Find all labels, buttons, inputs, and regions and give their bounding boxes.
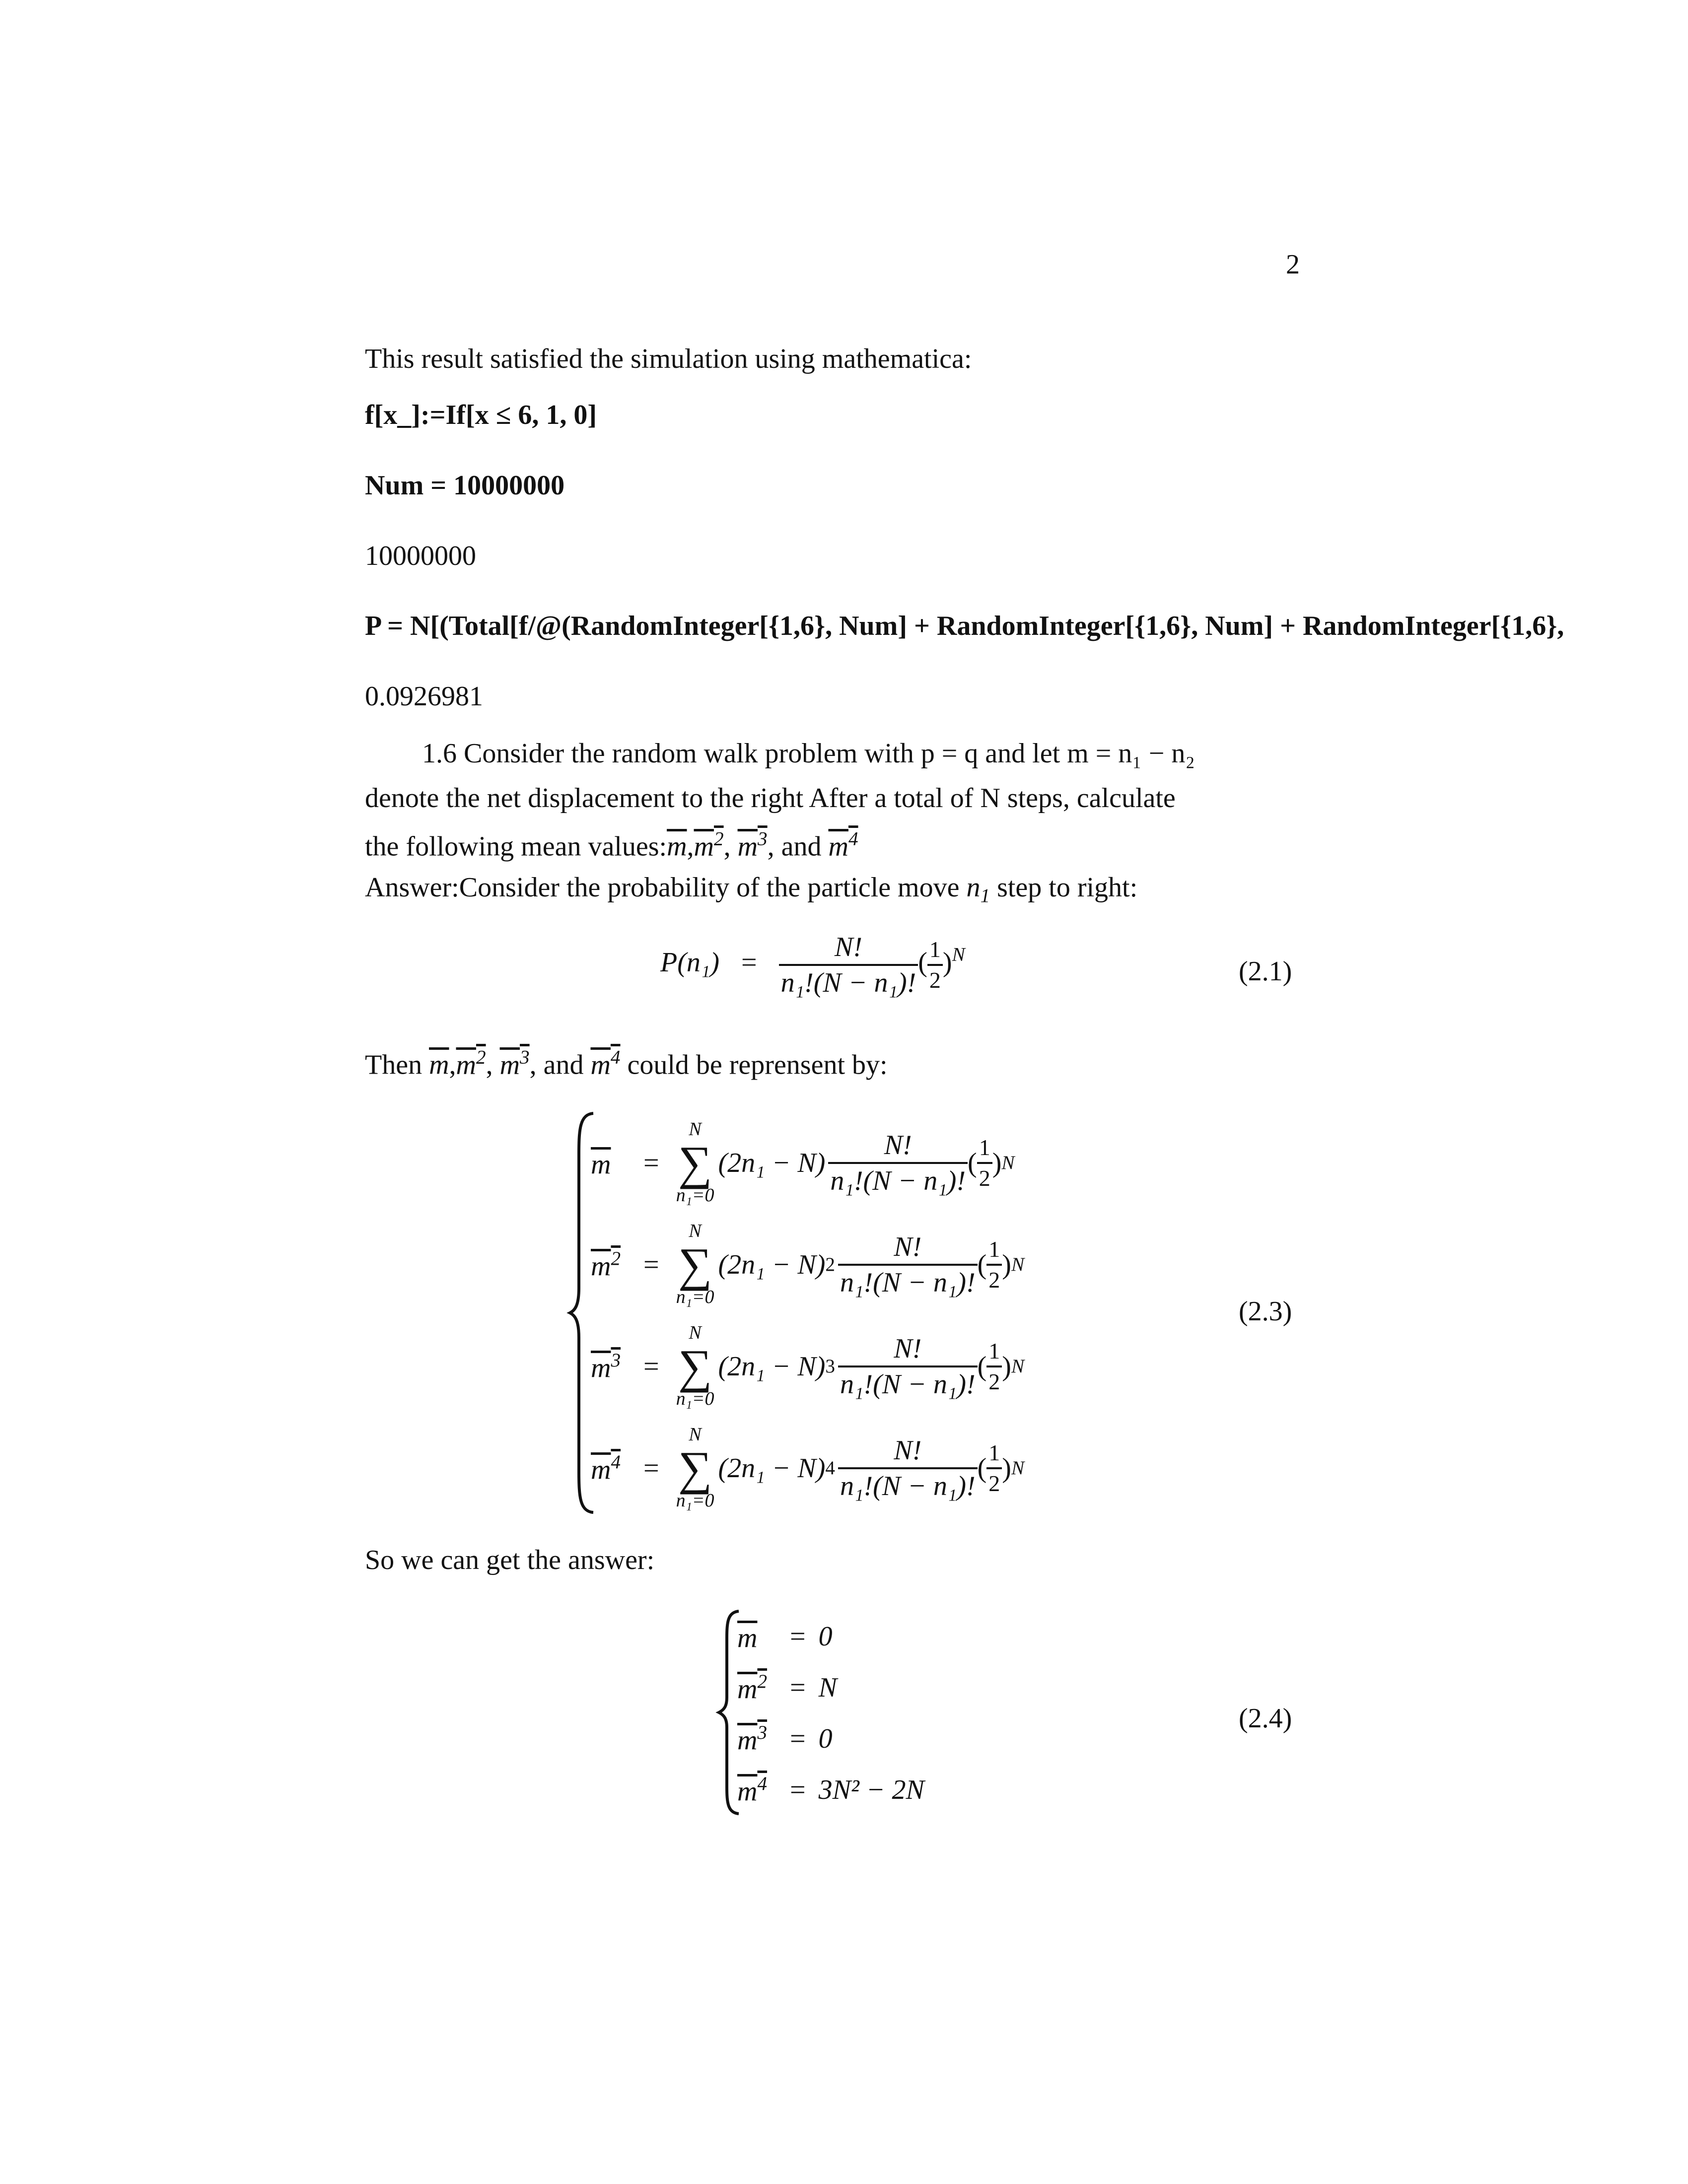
eq24-row: $m^2$ = N <box>737 1670 837 1705</box>
sum-symbol: N ∑ n₁=0 <box>676 1221 714 1308</box>
eq23-factor: (2n₁ − N) <box>718 1147 826 1178</box>
eq24-row: $m^4$ = 3N² − 2N <box>737 1773 924 1807</box>
eq23-factor: (2n₁ − N) <box>718 1249 826 1280</box>
code-line-num: Num = 10000000 <box>365 470 565 501</box>
eq24-number: (2.4) <box>1239 1703 1292 1734</box>
problem-line-1: 1.6 Consider the random walk problem with p = q and let m = n₁ − n₂ <box>422 738 1195 769</box>
eq21-fraction <box>779 933 918 997</box>
eq23-row: $m^2$ = N ∑ n₁=0 (2n₁ − N) 2 $\frac{N!}{\text{n₁!(N − n₁)!}}$ ( $\frac{1}{2}$ ) N <box>591 1221 1025 1308</box>
eq21-exp: N <box>952 944 965 965</box>
eq23-lhs: $m^3$ <box>591 1349 621 1384</box>
answer-line-suffix: step to right: <box>997 872 1138 903</box>
code-output-probability: 0.0926981 <box>365 681 483 712</box>
eq21-num: N! <box>779 933 918 966</box>
eq21-lhs: P(n₁) <box>660 947 719 978</box>
eq23-system <box>591 1112 1137 1519</box>
then-prefix: Then <box>365 1049 422 1081</box>
sum-symbol: N ∑ n₁=0 <box>676 1119 714 1206</box>
eq23-lhs: $m^4$ <box>591 1451 621 1486</box>
then-line: Then $\overline{m},m^2$, $m^3$, and $m^4$ could be reprensent by: <box>365 1046 888 1081</box>
sum-symbol: N ∑ n₁=0 <box>676 1424 714 1511</box>
eq24-row: m = 0 <box>737 1621 833 1654</box>
eq23-number: (2.3) <box>1239 1296 1292 1327</box>
problem-line-2: denote the net displacement to the right After a total of N steps, calculate <box>365 783 1176 814</box>
eq21-half <box>927 938 943 992</box>
eq21-half-num: 1 <box>927 938 943 966</box>
answer-line: Answer:Consider the probability of the particle move $n_1$ step to right: <box>365 872 1138 906</box>
eq24-rhs: 0 <box>818 1723 833 1754</box>
eq24-rhs: 0 <box>818 1621 833 1652</box>
eq24-rhs: N <box>818 1672 837 1703</box>
code-output-num: 10000000 <box>365 541 476 571</box>
answer-line-text: Answer:Consider the probability of the particle move <box>365 872 960 903</box>
eq23-row: $m^4$ = N ∑ n₁=0 (2n₁ − N) 4 $\frac{N!}{\text{n₁!(N − n₁)!}}$ ( $\frac{1}{2}$ ) N <box>591 1424 1025 1511</box>
eq21-half-den: 2 <box>929 967 941 993</box>
eq23-lhs: m <box>591 1149 611 1180</box>
eq23-row: $m^3$ = N ∑ n₁=0 (2n₁ − N) 3 $\frac{N!}{\text{n₁!(N − n₁)!}}$ ( $\frac{1}{2}$ ) N <box>591 1322 1025 1410</box>
eq21-den: n₁!(N − n₁)! <box>780 967 916 998</box>
eq23-lhs: $m^2$ <box>591 1247 621 1282</box>
intro-text: This result satisfied the simulation using mathematica: <box>365 343 972 374</box>
then-suffix: could be reprensent by: <box>627 1049 888 1081</box>
code-line-definition: f[x_]:=If[x ≤ 6, 1, 0] <box>365 400 597 430</box>
eq24-rhs: 3N² − 2N <box>818 1774 924 1805</box>
eq23-factor: (2n₁ − N) <box>718 1351 826 1382</box>
problem-line-3-prefix: the following mean values: <box>365 831 667 862</box>
eq21-number: (2.1) <box>1239 956 1292 987</box>
code-line-probability: P = N[(Total[f/@(RandomInteger[{1,6}, Num] + RandomInteger[{1,6}, Num] + RandomInteger[{1,6}, <box>365 612 1564 641</box>
problem-line-3: the following mean $values:\overline{m},m^2$, $m^3$, and $m^4$ <box>365 828 858 862</box>
eq24-row: $m^3$ = 0 <box>737 1721 833 1756</box>
equation-2-1: P(n₁) = $\frac{N!}{\text{n₁!(N − n₁)!}}$ ( $\frac{1}{2}$ )$^N$ <box>660 932 965 998</box>
sum-symbol: N ∑ n₁=0 <box>676 1322 714 1410</box>
eq23-row: m = N ∑ n₁=0 (2n₁ − N) $\frac{N!}{\text{n₁!(N − n₁)!}}$ ( $\frac{1}{2}$ ) N <box>591 1119 1015 1206</box>
eq23-factor: (2n₁ − N) <box>718 1452 826 1484</box>
eq24-system <box>737 1611 924 1815</box>
so-text: So we can get the answer: <box>365 1545 655 1575</box>
page-number: 2 <box>1286 249 1300 280</box>
